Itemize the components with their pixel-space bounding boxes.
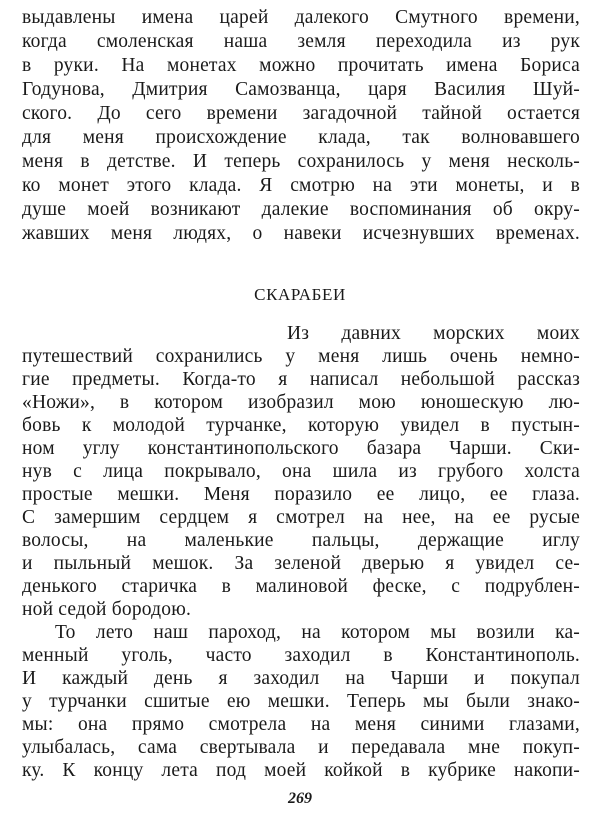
text-line: ку. К концу лета под моей койкой в кубрике накопи-: [22, 760, 580, 781]
text-line: ко монет этого клада. Я смотрю на эти монеты, и в: [22, 175, 580, 196]
text-line: улыбалась, сама свертывала и передавала мне покуп-: [22, 737, 580, 758]
text-line: Годунова, Дмитрия Самозванца, царя Василия Шуй-: [22, 79, 580, 100]
text-line: когда смоленская наша земля переходила из рук: [22, 31, 580, 52]
text-line: «Ножи», в котором изобразил мою юношескую лю-: [22, 392, 580, 413]
text-line: гие предметы. Когда-то я написал небольшой рассказ: [22, 369, 580, 390]
text-line: простые мешки. Меня поразило ее лицо, ее глаза.: [22, 484, 580, 505]
page-number: 269: [288, 790, 312, 807]
text-line: То лето наш пароход, на котором мы возили ка-: [55, 622, 580, 643]
text-line: жавших меня людях, о навеки исчезнувших временах.: [22, 223, 580, 244]
section-title: СКАРАБЕИ: [254, 285, 346, 304]
text-line: Из давних морских моих: [287, 323, 580, 344]
text-line: бовь к молодой турчанке, которую увидел в пустын-: [22, 415, 580, 436]
text-line: мы: она прямо смотрела на меня синими глазами,: [22, 714, 580, 735]
text-line: ского. До сего времени загадочной тайной остается: [22, 103, 580, 124]
text-line: выдавлены имена царей далекого Смутного времени,: [22, 7, 580, 28]
text-line: С замершим сердцем я смотрел на нее, на ее русые: [22, 507, 580, 528]
text-line: И каждый день я заходил на Чарши и покупал: [22, 668, 580, 689]
text-line: путешествий сохранились у меня лишь очень немно-: [22, 346, 580, 367]
section-body: [22, 322, 580, 782]
text-line: волосы, на маленькие пальцы, держащие иглу: [22, 530, 580, 551]
text-line: и пыльный мешок. За зеленой дверью я увидел се-: [22, 553, 580, 574]
text-line: в руки. На монетах можно прочитать имена Бориса: [22, 55, 580, 76]
top-paragraph: [22, 6, 580, 246]
text-line: денького старичка в малиновой феске, с подрублен-: [22, 576, 580, 597]
text-line: ной седой бородою.: [22, 599, 192, 620]
text-line: меня в детстве. И теперь сохранилось у меня несколь-: [22, 151, 580, 172]
text-line: для меня происхождение клада, так волновавшего: [22, 127, 580, 148]
text-line: нув с лица покрывало, она шила из грубого холста: [22, 461, 580, 482]
text-line: у турчанки сшитые ею мешки. Теперь мы были знако-: [22, 691, 580, 712]
text-line: ном углу константинопольского базара Чарши. Ски-: [22, 438, 580, 459]
text-line: душе моей возникают далекие воспоминания об окру-: [22, 199, 580, 220]
text-line: менный уголь, часто заходил в Константинополь.: [22, 645, 580, 666]
